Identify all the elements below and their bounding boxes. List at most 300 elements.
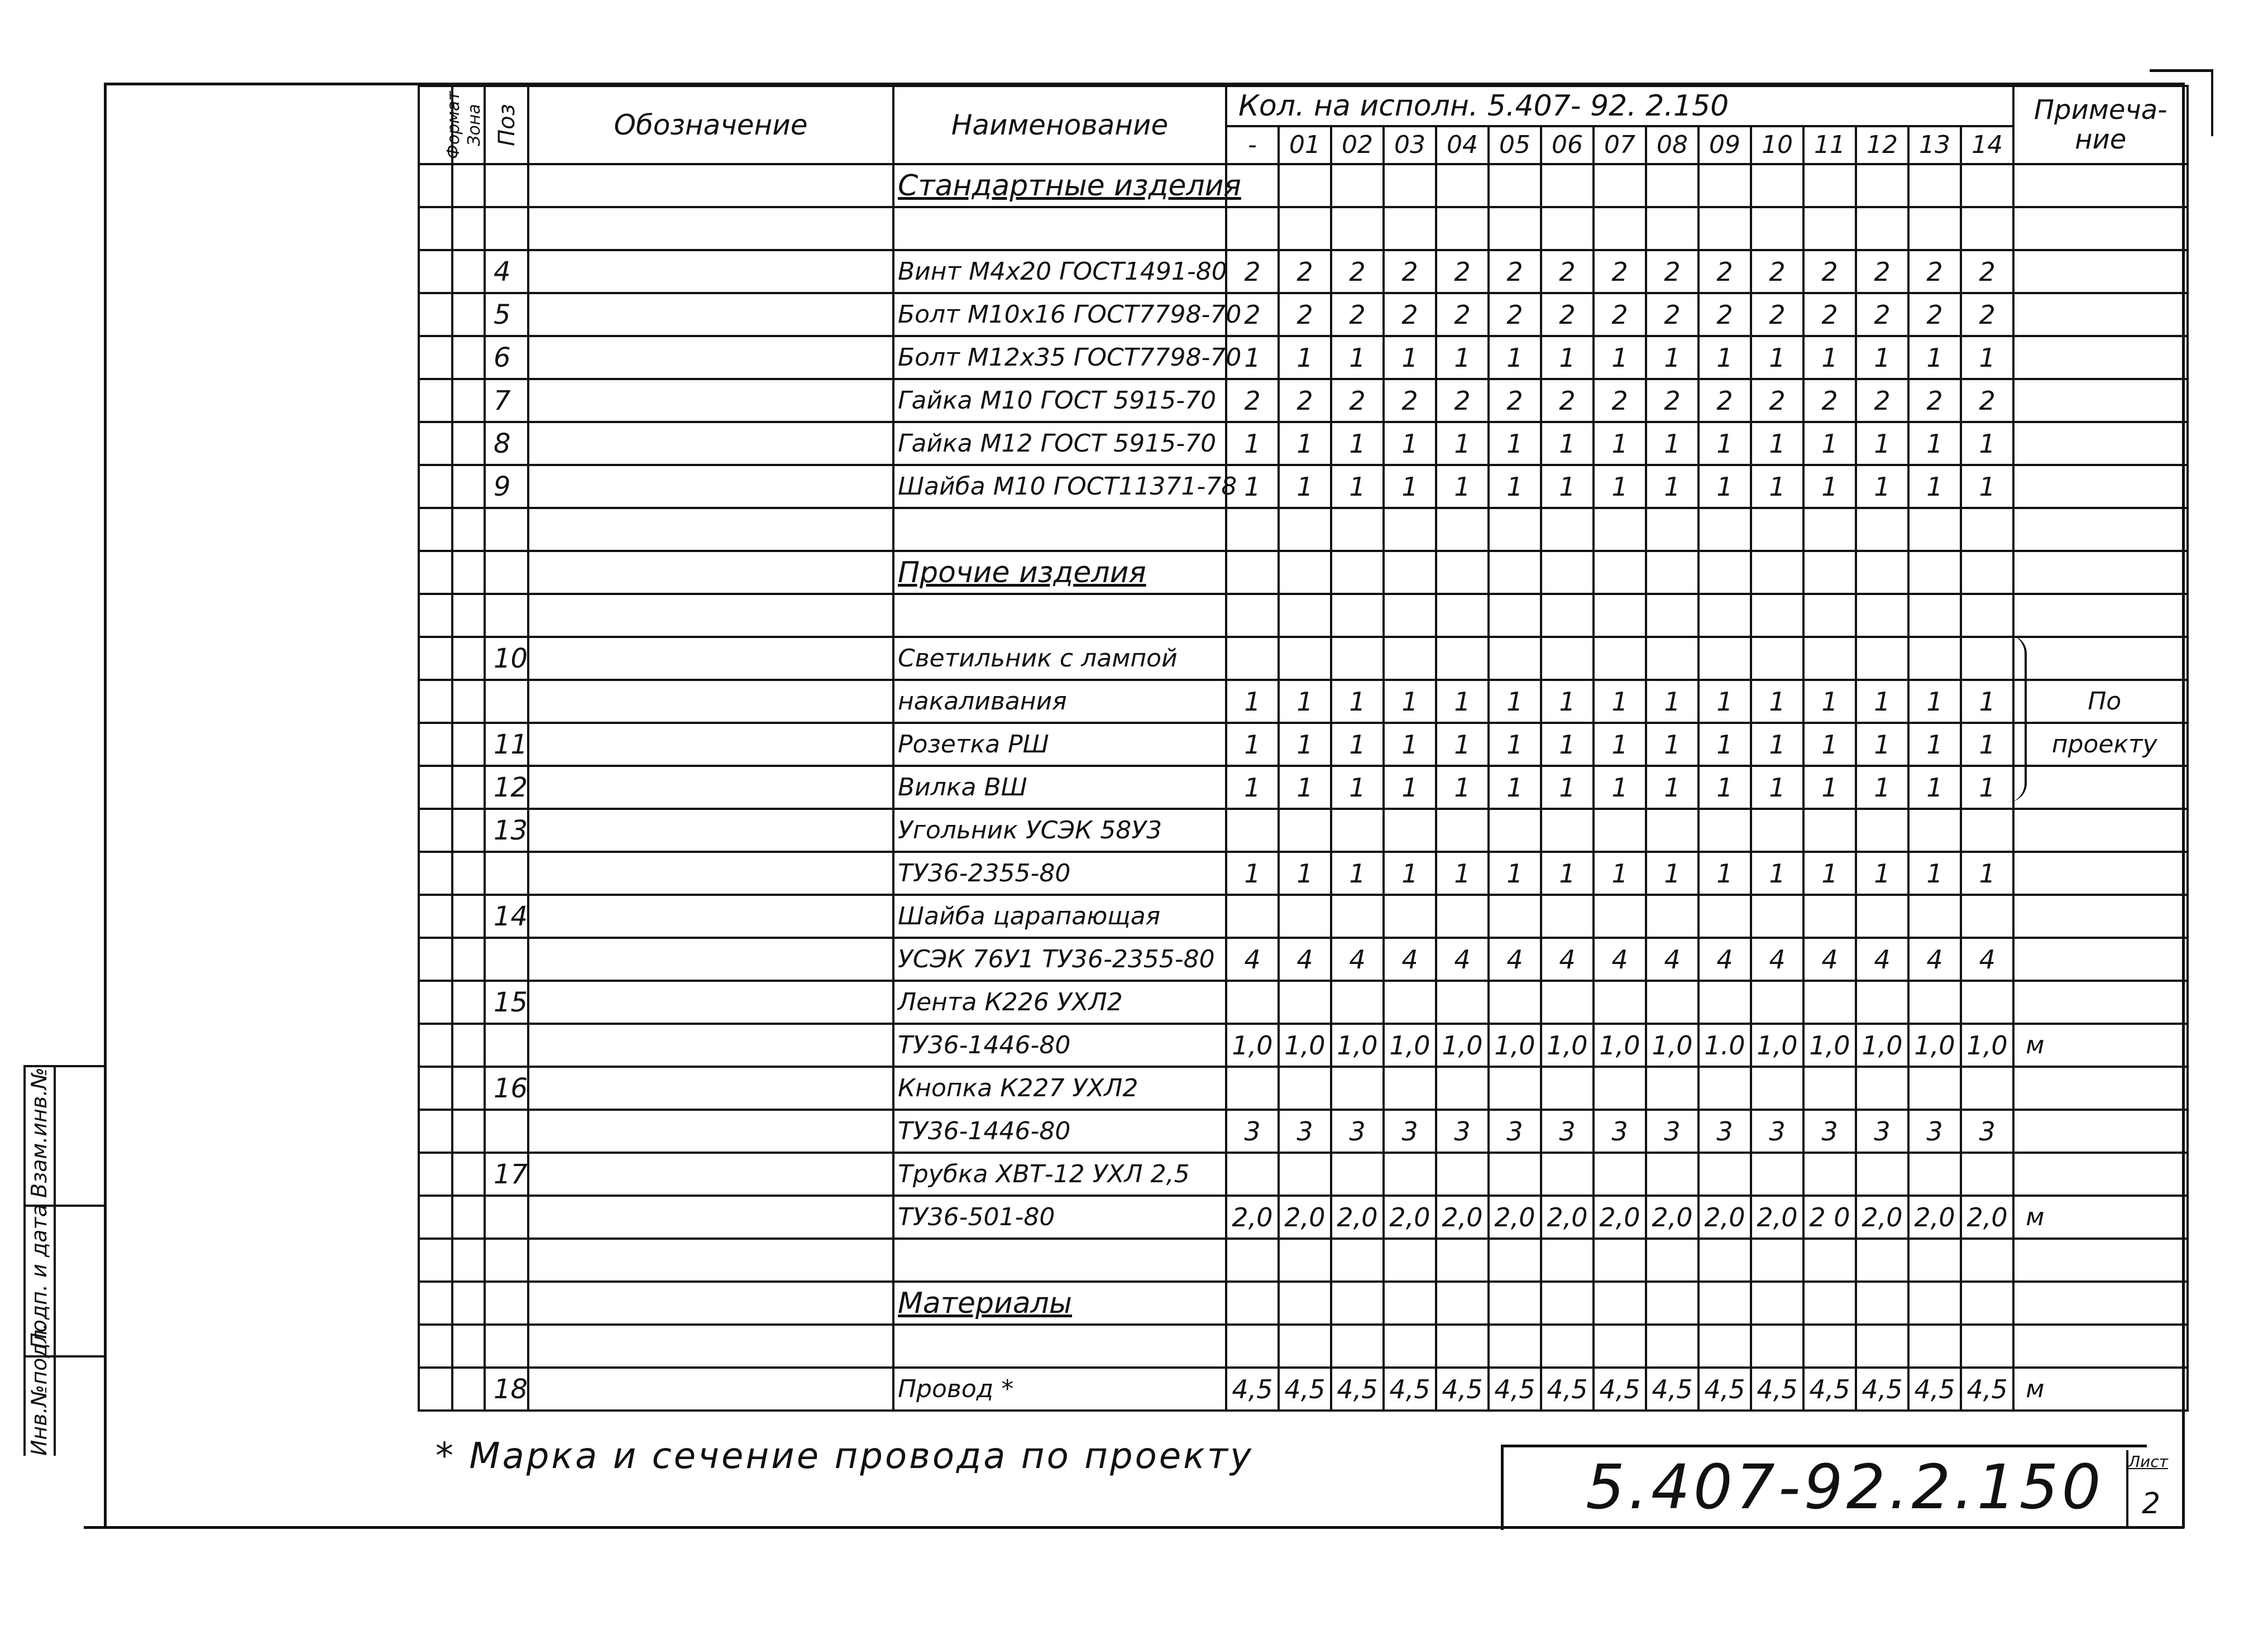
qty-cell: [1436, 981, 1489, 1024]
qty-cell: 1: [1856, 852, 1908, 895]
qty-cell: [1908, 1153, 1961, 1196]
qty-cell: 3: [1803, 1110, 1856, 1153]
qty-cell: 3: [1594, 1110, 1646, 1153]
table-row: [419, 422, 2188, 465]
zone-cell: [452, 293, 485, 336]
qty-cell: [1541, 508, 1594, 551]
qty-cell: 1,0: [1594, 1024, 1646, 1067]
qty-cell: 1: [1436, 465, 1489, 508]
qty-cell: [1646, 551, 1698, 594]
pos-cell: [485, 1110, 528, 1153]
note-cell: [2013, 551, 2188, 594]
format-cell: [419, 379, 452, 422]
zone-header: Зона: [452, 86, 485, 164]
note-header: Примеча-ние: [2013, 86, 2188, 164]
qty-cell: 1: [1803, 766, 1856, 809]
qty-cell: [1961, 207, 2013, 250]
qty-cell: 1: [1489, 723, 1541, 766]
qty-cell: 1: [1541, 723, 1594, 766]
qty-cell: 4: [1541, 938, 1594, 981]
zone-cell: [452, 852, 485, 895]
qty-cell: 3: [1331, 1110, 1384, 1153]
qty-cell: 2: [1279, 293, 1331, 336]
qty-cell: [1803, 1239, 1856, 1282]
designation-cell: [528, 938, 893, 981]
qty-cell: 4: [1646, 938, 1698, 981]
qty-cell: 1: [1331, 723, 1384, 766]
qty-cell: [1751, 895, 1803, 938]
designation-cell: [528, 508, 893, 551]
qty-cell: 3: [1751, 1110, 1803, 1153]
note-cell: [2013, 938, 2188, 981]
qty-cell: [1541, 637, 1594, 680]
qty-cell: 2: [1226, 250, 1279, 293]
note-cell: [2013, 766, 2188, 809]
format-cell: [419, 680, 452, 723]
qty-cell: [1489, 1282, 1541, 1325]
note-cell: [2013, 336, 2188, 379]
qty-cell: [1646, 508, 1698, 551]
qty-cell: [1908, 551, 1961, 594]
qty-cell: [1646, 637, 1698, 680]
designation-cell: [528, 336, 893, 379]
qty-cell: 2: [1751, 250, 1803, 293]
qty-cell: [1279, 637, 1331, 680]
qty-cell: [1279, 164, 1331, 207]
qty-cell: [1646, 981, 1698, 1024]
format-cell: [419, 465, 452, 508]
qty-cell: [1436, 164, 1489, 207]
pos-cell: 11: [485, 723, 528, 766]
qty-cell: [1331, 809, 1384, 852]
qty-cell: 2: [1856, 293, 1908, 336]
designation-cell: [528, 1153, 893, 1196]
qty-cell: 2: [1384, 250, 1436, 293]
qty-cell: [1384, 1325, 1436, 1368]
designation-cell: [528, 1196, 893, 1239]
name-cell: Стандартные изделия: [893, 164, 1226, 207]
name-cell: Болт М10х16 ГОСТ7798-70: [893, 293, 1226, 336]
note-cell: [2013, 981, 2188, 1024]
qty-cell: 1: [1226, 723, 1279, 766]
zone-cell: [452, 1196, 485, 1239]
qty-cell: [1436, 809, 1489, 852]
qty-cell: [1436, 637, 1489, 680]
qty-cell: 1: [1489, 336, 1541, 379]
zone-cell: [452, 1325, 485, 1368]
designation-cell: [528, 723, 893, 766]
name-cell: Кнопка К227 УХЛ2: [893, 1067, 1226, 1110]
name-cell: УСЭК 76У1 ТУ36-2355-80: [893, 938, 1226, 981]
table-row: [419, 852, 2188, 895]
qty-cell: [1541, 551, 1594, 594]
pos-cell: 18: [485, 1368, 528, 1411]
qty-cell: [1541, 1153, 1594, 1196]
designation-cell: [528, 551, 893, 594]
qty-cell: [1541, 594, 1594, 637]
note-cell: [2013, 1325, 2188, 1368]
pos-cell: [485, 164, 528, 207]
qty-cell: 1: [1803, 680, 1856, 723]
qty-cell: [1856, 1067, 1908, 1110]
qty-cell: 1: [1646, 422, 1698, 465]
qty-cell: 1: [1541, 852, 1594, 895]
qty-cell: 2 0: [1803, 1196, 1856, 1239]
qty-cell: 1,0: [1541, 1024, 1594, 1067]
qty-cell: [1646, 1282, 1698, 1325]
qty-cell: 1: [1961, 465, 2013, 508]
pos-cell: [485, 852, 528, 895]
qty-cell: [1751, 1239, 1803, 1282]
qty-cell: 1: [1698, 336, 1751, 379]
qty-cell: [1279, 207, 1331, 250]
qty-cell: 1: [1803, 465, 1856, 508]
designation-cell: [528, 1110, 893, 1153]
qty-cell: [1908, 1282, 1961, 1325]
designation-cell: [528, 809, 893, 852]
pos-cell: [485, 1325, 528, 1368]
qty-cell: [1646, 164, 1698, 207]
zone-cell: [452, 379, 485, 422]
qty-cell: 1: [1751, 336, 1803, 379]
table-row: [419, 594, 2188, 637]
qty-cell: [1226, 637, 1279, 680]
format-cell: [419, 164, 452, 207]
qty-cell: [1436, 1325, 1489, 1368]
name-cell: ТУ36-2355-80: [893, 852, 1226, 895]
qty-cell: 1: [1541, 336, 1594, 379]
qty-cell: 2: [1541, 293, 1594, 336]
qty-cell: [1384, 1153, 1436, 1196]
qty-cell: 1: [1961, 766, 2013, 809]
qty-cell: [1331, 164, 1384, 207]
qty-cell: 1: [1279, 852, 1331, 895]
name-cell: Винт М4х20 ГОСТ1491-80: [893, 250, 1226, 293]
qty-cell: [1961, 637, 2013, 680]
qty-cell: [1803, 1067, 1856, 1110]
qty-cell: [1384, 1067, 1436, 1110]
qty-cell: [1331, 1153, 1384, 1196]
note-cell: [2013, 207, 2188, 250]
name-cell: ТУ36-501-80: [893, 1196, 1226, 1239]
header-row-1: [419, 86, 2188, 126]
qty-cell: [1908, 895, 1961, 938]
note-cell: [2013, 422, 2188, 465]
qty-cell: [1489, 637, 1541, 680]
qty-cell: 1,0: [1331, 1024, 1384, 1067]
qty-cell: [1856, 1239, 1908, 1282]
qty-cell: 2: [1436, 379, 1489, 422]
format-cell: [419, 1325, 452, 1368]
qty-cell: [1856, 1282, 1908, 1325]
qty-cell: [1279, 508, 1331, 551]
table-row: [419, 336, 2188, 379]
qty-cell: 1: [1803, 422, 1856, 465]
format-cell: [419, 207, 452, 250]
note-cell: По: [2013, 680, 2188, 723]
qty-cell: 1: [1436, 422, 1489, 465]
qty-cell: 2: [1646, 250, 1698, 293]
qty-cell: 1: [1856, 465, 1908, 508]
qty-cell: [1384, 1282, 1436, 1325]
qty-cell: 2,0: [1279, 1196, 1331, 1239]
note-cell: [2013, 852, 2188, 895]
format-cell: [419, 895, 452, 938]
qty-cell: [1489, 981, 1541, 1024]
note-cell: проекту: [2013, 723, 2188, 766]
qty-cell: 2: [1803, 293, 1856, 336]
name-cell: Вилка ВШ: [893, 766, 1226, 809]
qty-cell: [1594, 1067, 1646, 1110]
qty-cell: 2,0: [1751, 1196, 1803, 1239]
format-cell: [419, 1153, 452, 1196]
format-cell: [419, 422, 452, 465]
qty-cell: 1: [1384, 723, 1436, 766]
qty-cell: 2: [1803, 379, 1856, 422]
qty-cell: [1961, 1153, 2013, 1196]
qty-cell: 4: [1856, 938, 1908, 981]
zone-cell: [452, 465, 485, 508]
qty-cell: 2,0: [1226, 1196, 1279, 1239]
name-cell: Болт М12х35 ГОСТ7798-70: [893, 336, 1226, 379]
qty-cell: [1751, 207, 1803, 250]
name-cell: Шайба М10 ГОСТ11371-78: [893, 465, 1226, 508]
zone-cell: [452, 207, 485, 250]
zone-cell: [452, 1024, 485, 1067]
qty-cell: 2,0: [1698, 1196, 1751, 1239]
table-row: [419, 938, 2188, 981]
qty-cell: [1751, 1325, 1803, 1368]
qty-cell: [1908, 1239, 1961, 1282]
qty-cell: 1: [1961, 680, 2013, 723]
name-cell: ТУ36-1446-80: [893, 1110, 1226, 1153]
qty-cell: 2: [1436, 250, 1489, 293]
qty-cell: [1594, 207, 1646, 250]
qty-cell: [1436, 1067, 1489, 1110]
qty-cell: [1856, 594, 1908, 637]
format-header: Формат: [419, 86, 452, 164]
pos-cell: 8: [485, 422, 528, 465]
qty-cell: 2,0: [1594, 1196, 1646, 1239]
qty-cell: 1: [1279, 766, 1331, 809]
table-row: [419, 1325, 2188, 1368]
qty-cell: [1436, 1239, 1489, 1282]
qty-cell: 2: [1489, 293, 1541, 336]
format-cell: [419, 551, 452, 594]
qty-cell: 2: [1226, 379, 1279, 422]
qty-cell: 1,0: [1384, 1024, 1436, 1067]
table-row: [419, 551, 2188, 594]
note-cell: [2013, 293, 2188, 336]
zone-cell: [452, 809, 485, 852]
qty-cell: [1961, 594, 2013, 637]
qty-cell: 4,5: [1226, 1368, 1279, 1411]
qty-cell: 2,0: [1541, 1196, 1594, 1239]
qty-cell: [1594, 809, 1646, 852]
pos-cell: 5: [485, 293, 528, 336]
qty-cell: [1279, 551, 1331, 594]
note-cell: [2013, 1239, 2188, 1282]
qty-cell: [1541, 207, 1594, 250]
qty-cell: [1279, 1325, 1331, 1368]
qty-cell: 1: [1961, 723, 2013, 766]
qty-cell: 1: [1489, 766, 1541, 809]
zone-cell: [452, 422, 485, 465]
qty-cell: 4,5: [1698, 1368, 1751, 1411]
qty-cell: 3: [1436, 1110, 1489, 1153]
zone-cell: [452, 1110, 485, 1153]
qty-cell: 4,5: [1279, 1368, 1331, 1411]
qty-cell: [1961, 1239, 2013, 1282]
qty-cell: 1: [1384, 680, 1436, 723]
qty-cell: [1646, 895, 1698, 938]
qty-cell: 2: [1803, 250, 1856, 293]
name-cell: накаливания: [893, 680, 1226, 723]
qty-cell: 1: [1751, 766, 1803, 809]
qty-cell: [1856, 809, 1908, 852]
zone-cell: [452, 723, 485, 766]
qty-cell: 4,5: [1803, 1368, 1856, 1411]
qty-cell: 2,0: [1384, 1196, 1436, 1239]
qty-cell: 1: [1961, 336, 2013, 379]
qty-cell: [1384, 551, 1436, 594]
qty-cell: 2: [1698, 250, 1751, 293]
qty-cell: 1: [1279, 336, 1331, 379]
qty-cell: [1698, 1282, 1751, 1325]
qty-cell: 2: [1331, 379, 1384, 422]
pos-cell: 12: [485, 766, 528, 809]
zone-cell: [452, 164, 485, 207]
table-row: [419, 723, 2188, 766]
pos-cell: 4: [485, 250, 528, 293]
qty-cell: [1646, 1239, 1698, 1282]
zone-cell: [452, 981, 485, 1024]
note-cell: [2013, 1067, 2188, 1110]
qty-cell: [1331, 1067, 1384, 1110]
qty-cell: [1331, 594, 1384, 637]
qty-cell: [1751, 551, 1803, 594]
qty-cell: 3: [1541, 1110, 1594, 1153]
qty-cell: [1541, 981, 1594, 1024]
qty-cell: [1856, 207, 1908, 250]
qty-cell: [1961, 1067, 2013, 1110]
qty-cell: [1803, 809, 1856, 852]
qty-cell: [1226, 508, 1279, 551]
qty-cell: 2: [1698, 379, 1751, 422]
pos-cell: 16: [485, 1067, 528, 1110]
qty-cell: 2: [1856, 379, 1908, 422]
qty-cell: 1: [1594, 336, 1646, 379]
qty-cell: 1: [1331, 680, 1384, 723]
qty-cell: 1: [1908, 852, 1961, 895]
qty-cell: [1698, 1325, 1751, 1368]
qty-cell: 2: [1226, 293, 1279, 336]
qty-cell: [1279, 1153, 1331, 1196]
qty-cell: 3: [1489, 1110, 1541, 1153]
qty-cell: 1: [1384, 422, 1436, 465]
variant-header-cell: 13: [1908, 126, 1961, 164]
qty-cell: 1: [1226, 336, 1279, 379]
qty-cell: [1856, 981, 1908, 1024]
qty-cell: [1908, 1325, 1961, 1368]
pos-cell: [485, 1239, 528, 1282]
qty-cell: 1: [1226, 852, 1279, 895]
qty-cell: [1279, 895, 1331, 938]
qty-cell: 1: [1489, 465, 1541, 508]
table-row: [419, 1239, 2188, 1282]
variant-header-cell: 14: [1961, 126, 2013, 164]
qty-cell: [1856, 508, 1908, 551]
format-cell: [419, 723, 452, 766]
qty-cell: [1961, 981, 2013, 1024]
qty-cell: [1331, 508, 1384, 551]
qty-cell: 1: [1331, 465, 1384, 508]
variant-header-cell: -: [1226, 126, 1279, 164]
qty-cell: [1908, 594, 1961, 637]
qty-cell: [1489, 809, 1541, 852]
pos-cell: [485, 551, 528, 594]
name-cell: Шайба царапающая: [893, 895, 1226, 938]
designation-cell: [528, 981, 893, 1024]
qty-cell: 1: [1436, 852, 1489, 895]
qty-cell: 3: [1279, 1110, 1331, 1153]
qty-cell: [1226, 1282, 1279, 1325]
qty-cell: [1384, 809, 1436, 852]
table-row: [419, 1024, 2188, 1067]
qty-cell: 2: [1908, 250, 1961, 293]
pos-cell: 14: [485, 895, 528, 938]
sidebar-line-v2: [54, 1065, 56, 1456]
designation-cell: [528, 1282, 893, 1325]
name-cell: [893, 594, 1226, 637]
note-cell: [2013, 379, 2188, 422]
pos-cell: [485, 508, 528, 551]
qty-cell: 1: [1646, 766, 1698, 809]
qty-cell: 1: [1279, 723, 1331, 766]
qty-cell: [1803, 207, 1856, 250]
qty-cell: [1279, 1067, 1331, 1110]
qty-cell: [1856, 551, 1908, 594]
qty-cell: [1961, 1325, 2013, 1368]
qty-cell: 4,5: [1331, 1368, 1384, 1411]
zone-cell: [452, 680, 485, 723]
qty-cell: 3: [1384, 1110, 1436, 1153]
qty-cell: 1: [1331, 852, 1384, 895]
table-row: [419, 637, 2188, 680]
table-row: [419, 766, 2188, 809]
qty-cell: [1803, 1282, 1856, 1325]
qty-cell: 2: [1541, 379, 1594, 422]
qty-cell: [1698, 1153, 1751, 1196]
qty-cell: [1541, 164, 1594, 207]
qty-cell: 4: [1698, 938, 1751, 981]
qty-cell: 1: [1751, 680, 1803, 723]
qty-cell: 1: [1908, 336, 1961, 379]
qty-cell: [1803, 981, 1856, 1024]
format-cell: [419, 508, 452, 551]
qty-cell: [1226, 981, 1279, 1024]
qty-cell: [1541, 809, 1594, 852]
qty-cell: 1: [1541, 465, 1594, 508]
brace-bracket: [2008, 635, 2027, 802]
qty-cell: 1: [1436, 680, 1489, 723]
designation-cell: [528, 680, 893, 723]
qty-cell: [1331, 551, 1384, 594]
table-row: [419, 1153, 2188, 1196]
qty-cell: 4,5: [1541, 1368, 1594, 1411]
name-cell: [893, 1325, 1226, 1368]
designation-cell: [528, 1024, 893, 1067]
